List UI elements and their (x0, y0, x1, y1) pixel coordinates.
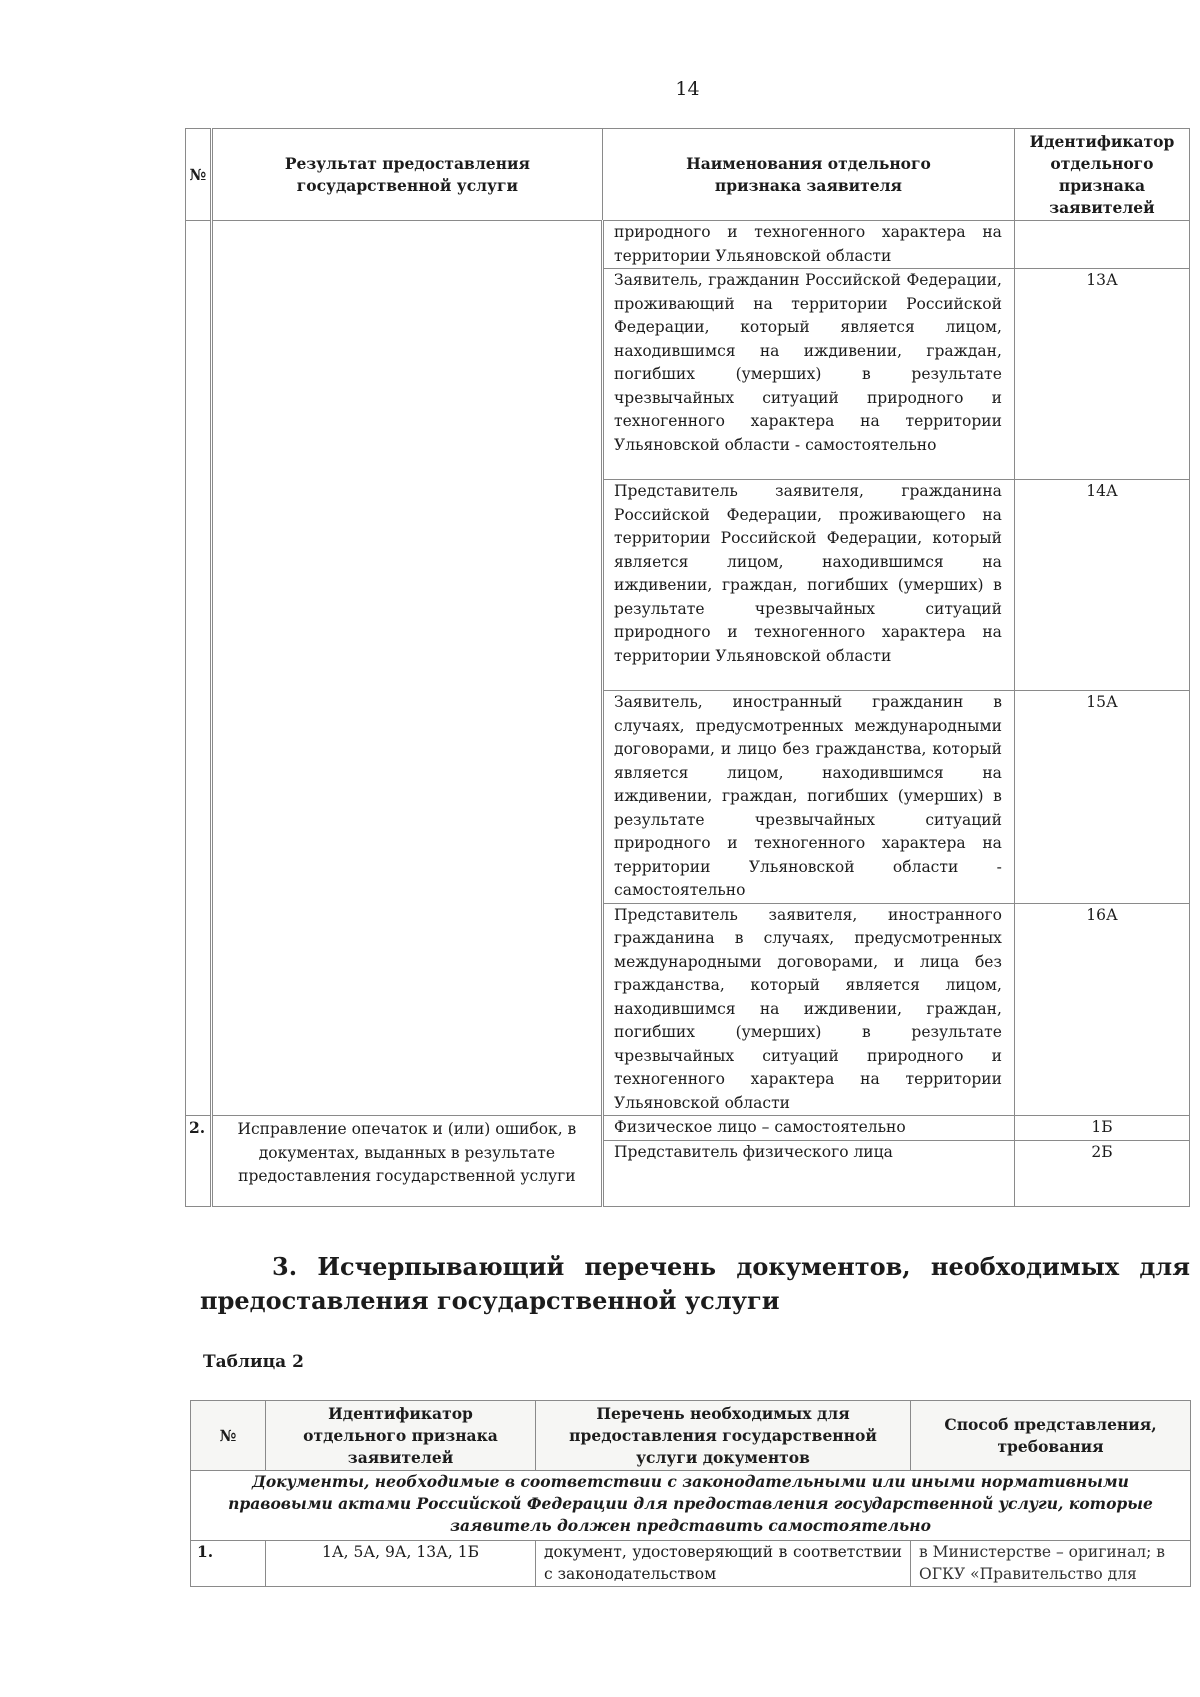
table-row (186, 1116, 1190, 1141)
table2-header-row (191, 1401, 1191, 1471)
table1-header-row (186, 129, 1190, 221)
attribute-name: природного и техногенного характера на территории Ульяновской области (603, 221, 1015, 269)
page-number: 14 (675, 78, 700, 100)
table-row (191, 1541, 1191, 1587)
row-number: 2. (186, 1116, 212, 1207)
num-cell (186, 221, 212, 269)
section-title-word: документов, (736, 1252, 911, 1281)
attribute-id: 15А (1014, 691, 1189, 904)
num-cell (186, 480, 212, 691)
table-row (186, 221, 1190, 269)
section-title-word: Исчерпывающий (317, 1252, 565, 1281)
table-caption: Таблица 2 (203, 1352, 304, 1372)
section-heading (200, 1250, 1190, 1318)
row-way: в Министерстве – оригинал; в ОГКУ «Правительство для (911, 1541, 1191, 1587)
header-name: Наименования отдельного признака заявителя (603, 129, 1015, 221)
attribute-id: 2Б (1014, 1140, 1189, 1206)
header-way: Способ представления, требования (911, 1401, 1191, 1471)
attribute-name: Представитель физического лица (603, 1140, 1015, 1206)
result-cell: Исправление опечаток и (или) ошибок, в документах, выданных в результате предоставления государственной услуги (211, 1116, 602, 1207)
section-title-word: необходимых (930, 1252, 1120, 1281)
attribute-name: Представитель заявителя, иностранного гражданина в случаях, предусмотренных международными договорами, и лица без гражданства, который является лицом, находившимся на иждивении, граждан, погибших (умерших) в результате чрезвычайных ситуаций природного и техногенного характера на территории Ульяновской области (603, 903, 1015, 1116)
attribute-id (1014, 221, 1189, 269)
section-row-text: Документы, необходимые в соответствии с законодательными или иными нормативными правовыми актами Российской Федерации для предоставления государственной услуги, которые заявитель должен представить самостоятельно (191, 1471, 1191, 1541)
attribute-id: 1Б (1014, 1116, 1189, 1141)
attribute-name: Представитель заявителя, гражданина Российской Федерации, проживающего на территории Российской Федерации, который является лицом, находившимся на иждивении, граждан, погибших (умерших) в результате чрезвычайных ситуаций природного и техногенного характера на территории Ульяновской области (603, 480, 1015, 691)
applicant-attributes-table (185, 128, 1190, 1207)
num-cell (186, 269, 212, 480)
header-id: Идентификатор отдельного признака заявителей (1014, 129, 1189, 221)
row-docs: документ, удостоверяющий в соответствии с законодательством (536, 1541, 911, 1587)
section-row (191, 1471, 1191, 1541)
header-num: № (191, 1401, 266, 1471)
num-cell (186, 903, 212, 1116)
documents-table (190, 1400, 1191, 1587)
attribute-name: Заявитель, иностранный гражданин в случаях, предусмотренных международными договорами, и лицо без гражданства, который является лицом, находившимся на иждивении, граждан, погибших (умерших) в результате чрезвычайных ситуаций природного и техногенного характера на территории Ульяновской области - самостоятельно (603, 691, 1015, 904)
section-number: 3. (272, 1252, 298, 1281)
section-heading-line1 (200, 1250, 1190, 1284)
section-title-word: перечень (584, 1252, 717, 1281)
result-cell-merged (211, 221, 602, 1116)
row-number: 1. (191, 1541, 266, 1587)
section-title-word: для (1139, 1252, 1190, 1281)
header-num: № (186, 129, 212, 221)
attribute-name: Заявитель, гражданин Российской Федерации, проживающий на территории Российской Федерации, который является лицом, находившимся на иждивении, граждан, погибших (умерших) в результате чрезвычайных ситуаций природного и техногенного характера на территории Ульяновской области - самостоятельно (603, 269, 1015, 480)
attribute-id: 13А (1014, 269, 1189, 480)
section-heading-line2: предоставления государственной услуги (200, 1286, 780, 1315)
num-cell (186, 691, 212, 904)
header-result: Результат предоставления государственной услуги (211, 129, 602, 221)
header-id: Идентификатор отдельного признака заявителей (266, 1401, 536, 1471)
header-docs: Перечень необходимых для предоставления государственной услуги документов (536, 1401, 911, 1471)
row-ids: 1А, 5А, 9А, 13А, 1Б (266, 1541, 536, 1587)
attribute-id: 14А (1014, 480, 1189, 691)
attribute-name: Физическое лицо – самостоятельно (603, 1116, 1015, 1141)
attribute-id: 16А (1014, 903, 1189, 1116)
